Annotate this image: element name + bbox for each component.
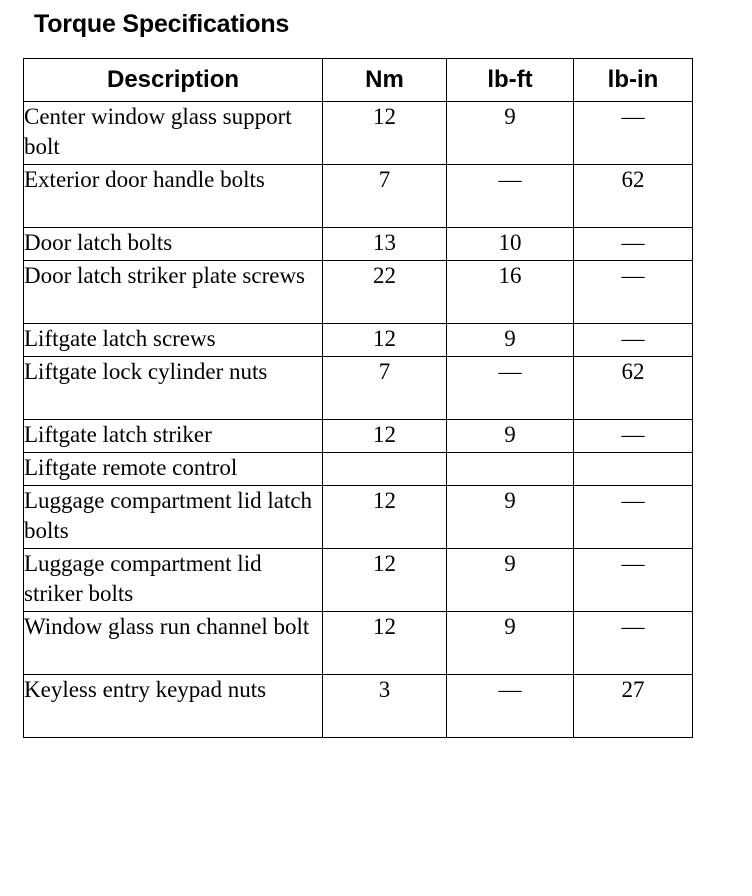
table-row: [24, 675, 693, 738]
table-row: [24, 357, 693, 420]
cell-description: Keyless entry keypad nuts: [24, 675, 323, 738]
table-row: [24, 420, 693, 453]
table-row: [24, 324, 693, 357]
table-row: [24, 165, 693, 228]
cell-lb-ft: 9: [447, 420, 574, 453]
column-header-description: Description: [24, 59, 323, 102]
cell-description: Liftgate latch screws: [24, 324, 323, 357]
table-header-row: [24, 59, 693, 102]
cell-lb-in: —: [574, 228, 693, 261]
cell-lb-ft: 9: [447, 486, 574, 549]
cell-lb-in: [574, 453, 693, 486]
cell-lb-ft: 9: [447, 102, 574, 165]
cell-nm: 12: [323, 102, 447, 165]
cell-lb-in: —: [574, 612, 693, 675]
table-row: [24, 228, 693, 261]
cell-description: Liftgate lock cylinder nuts: [24, 357, 323, 420]
cell-description: Liftgate remote control: [24, 453, 323, 486]
cell-lb-in: 62: [574, 357, 693, 420]
cell-lb-ft: —: [447, 357, 574, 420]
cell-description: Liftgate latch striker: [24, 420, 323, 453]
cell-lb-in: 62: [574, 165, 693, 228]
cell-nm: 12: [323, 549, 447, 612]
cell-description: Center window glass support bolt: [24, 102, 323, 165]
column-header-nm: Nm: [323, 59, 447, 102]
cell-nm: 12: [323, 486, 447, 549]
cell-lb-ft: —: [447, 165, 574, 228]
cell-nm: 3: [323, 675, 447, 738]
cell-lb-in: —: [574, 324, 693, 357]
table-row: [24, 486, 693, 549]
table-row: [24, 261, 693, 324]
table-row: [24, 549, 693, 612]
torque-spec-table: [23, 58, 693, 738]
column-header-lb-in: lb-in: [574, 59, 693, 102]
table-row: [24, 102, 693, 165]
cell-lb-in: —: [574, 549, 693, 612]
cell-description: Exterior door handle bolts: [24, 165, 323, 228]
cell-description: Luggage compartment lid striker bolts: [24, 549, 323, 612]
cell-lb-ft: 16: [447, 261, 574, 324]
cell-nm: 7: [323, 357, 447, 420]
cell-nm: [323, 453, 447, 486]
cell-lb-in: —: [574, 420, 693, 453]
cell-lb-ft: 10: [447, 228, 574, 261]
column-header-lb-ft: lb-ft: [447, 59, 574, 102]
cell-nm: 7: [323, 165, 447, 228]
cell-description: Door latch bolts: [24, 228, 323, 261]
cell-lb-ft: 9: [447, 324, 574, 357]
cell-lb-in: —: [574, 261, 693, 324]
cell-description: Window glass run channel bolt: [24, 612, 323, 675]
cell-lb-in: 27: [574, 675, 693, 738]
cell-nm: 12: [323, 612, 447, 675]
cell-lb-ft: [447, 453, 574, 486]
cell-nm: 12: [323, 324, 447, 357]
cell-nm: 12: [323, 420, 447, 453]
cell-lb-ft: 9: [447, 549, 574, 612]
cell-lb-ft: 9: [447, 612, 574, 675]
cell-lb-in: —: [574, 102, 693, 165]
cell-nm: 22: [323, 261, 447, 324]
cell-nm: 13: [323, 228, 447, 261]
cell-lb-in: —: [574, 486, 693, 549]
cell-description: Door latch striker plate screws: [24, 261, 323, 324]
cell-lb-ft: —: [447, 675, 574, 738]
table-row: [24, 453, 693, 486]
table-row: [24, 612, 693, 675]
cell-description: Luggage compartment lid latch bolts: [24, 486, 323, 549]
page-title: Torque Specifications: [34, 10, 290, 38]
